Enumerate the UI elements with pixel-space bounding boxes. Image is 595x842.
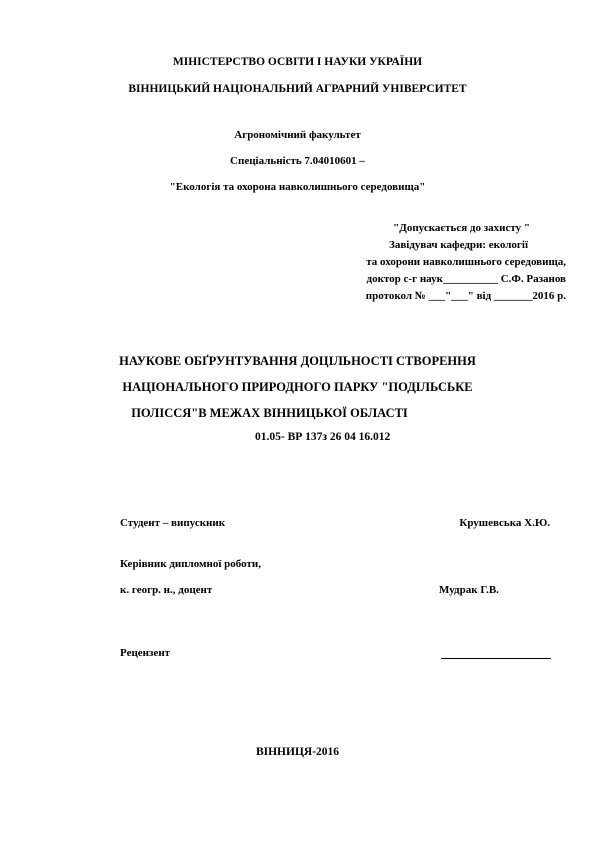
thesis-title-line-1: НАУКОВЕ ОБҐРУНТУВАННЯ ДОЦІЛЬНОСТІ СТВОРЕННЯ (119, 354, 476, 368)
thesis-title-line-2: НАЦІОНАЛЬНОГО ПРИРОДНОГО ПАРКУ "ПОДІЛЬСЬКЕ (122, 380, 473, 394)
faculty-label: Агрономічний факультет (234, 129, 361, 141)
approval-block (280, 220, 570, 305)
approval-department-line: та охорони навколишнього середовища, (366, 256, 566, 268)
approval-admit-line: "Допускається до захисту " (393, 222, 530, 234)
student-name: Крушевська Х.Ю. (459, 517, 550, 529)
approval-signature-line: доктор с-г наук__________ С.Ф. Разанов (366, 273, 566, 285)
supervisor-role-label: Керівник дипломної роботи, (120, 558, 261, 570)
supervisor-degree-label: к. геогр. н., доцент (120, 584, 213, 596)
thesis-title-line-3: ПОЛІССЯ"В МЕЖАХ ВІННИЦЬКОЇ ОБЛАСТІ (131, 406, 408, 420)
supervisor-name: Мудрак Г.В. (439, 584, 499, 596)
approval-protocol-line: протокол № ___"___" від _______2016 р. (365, 290, 566, 302)
student-role-label: Студент – випускник (120, 517, 226, 529)
reviewer-role-label: Рецензент (120, 647, 171, 659)
approval-head-line: Завідувач кафедри: екології (389, 239, 528, 251)
city-year: ВІННИЦЯ-2016 (255, 746, 340, 758)
ministry-heading: МІНІСТЕРСТВО ОСВІТИ І НАУКИ УКРАЇНИ (172, 56, 423, 68)
thesis-code: 01.05- ВР 137з 26 04 16.012 (255, 431, 391, 443)
university-heading: ВІННИЦЬКИЙ НАЦІОНАЛЬНИЙ АГРАРНИЙ УНІВЕРСИТЕТ (128, 83, 467, 95)
program-label: "Екологія та охорона навколишнього середовища" (169, 181, 426, 193)
reviewer-signature-line (441, 646, 551, 659)
specialty-label: Спеціальність 7.04010601 – (230, 155, 365, 167)
